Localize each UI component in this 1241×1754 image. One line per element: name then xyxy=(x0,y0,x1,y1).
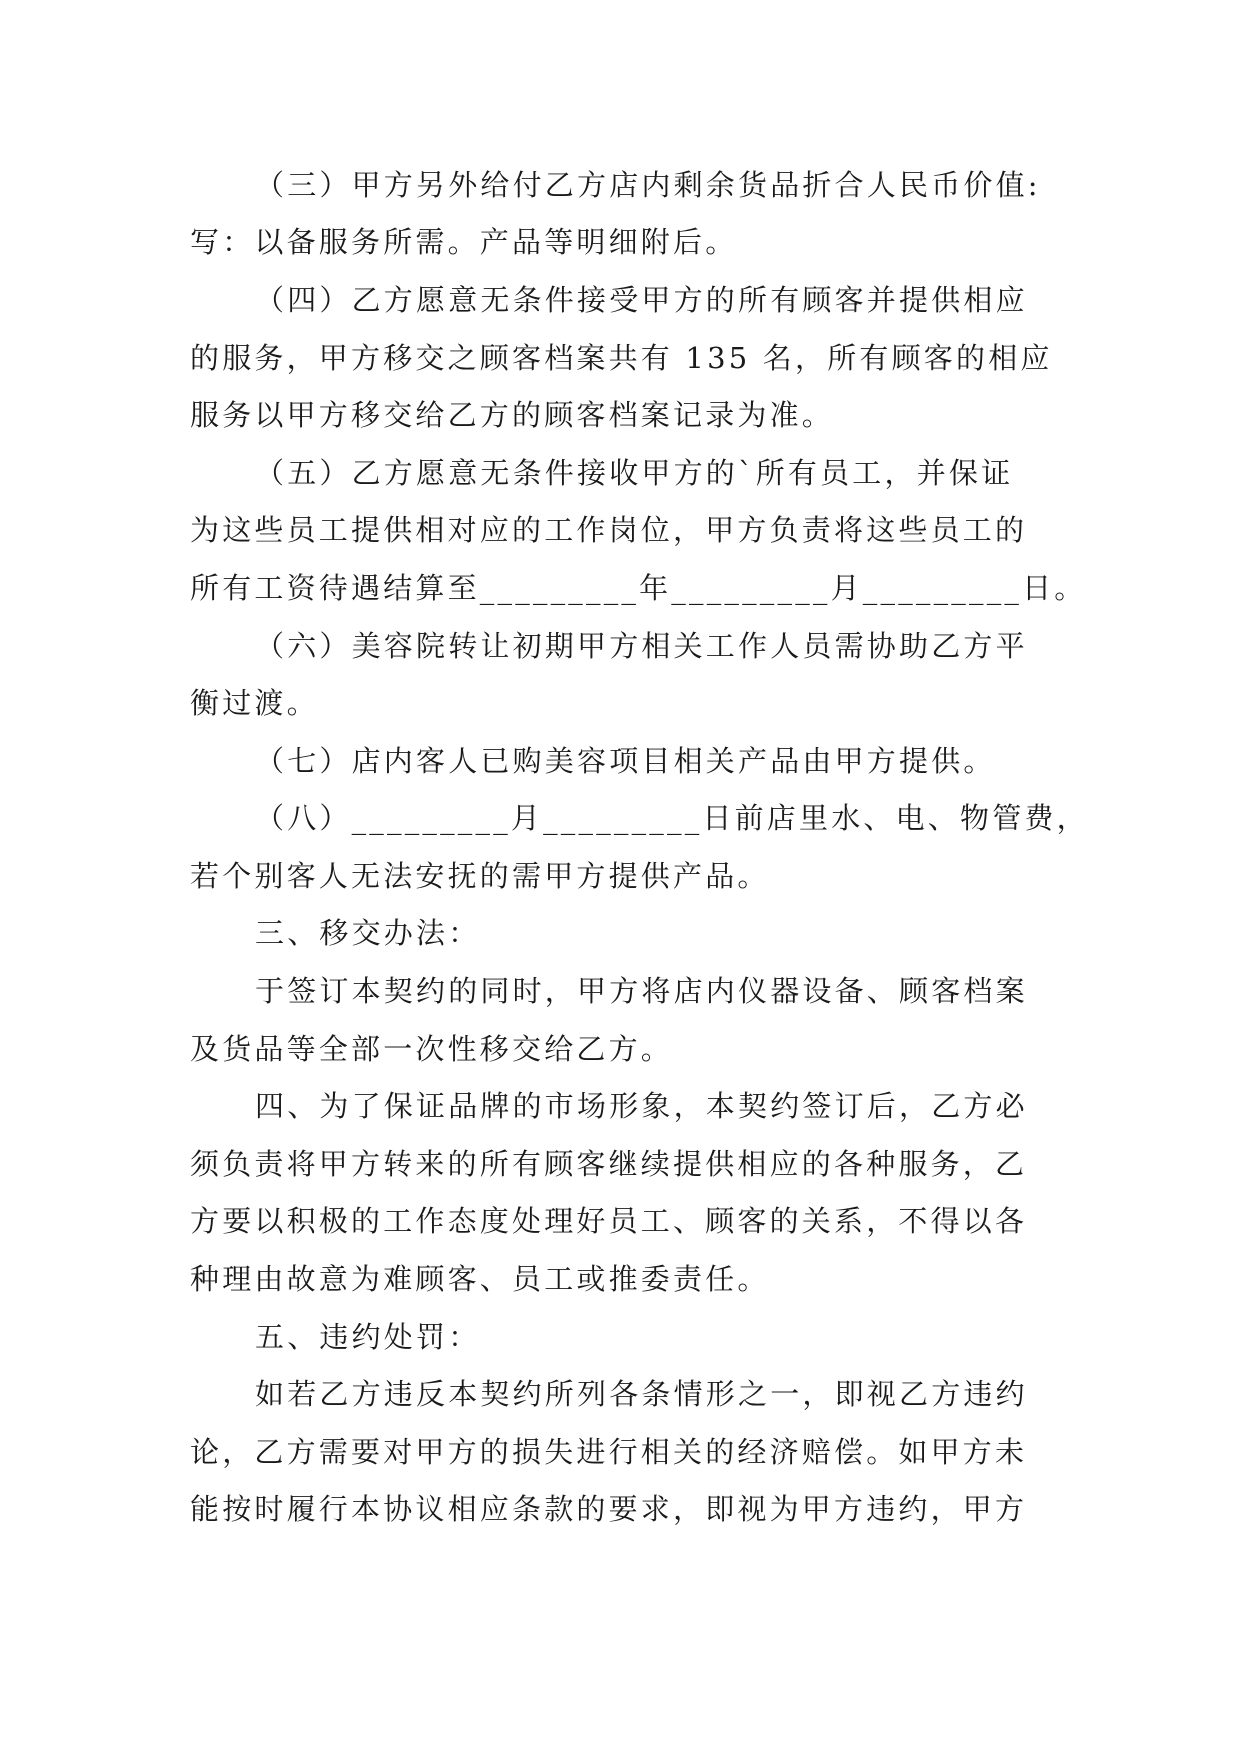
paragraph-line: （四）乙方愿意无条件接受甲方的所有顾客并提供相应 xyxy=(255,283,1028,317)
paragraph-line: 如若乙方违反本契约所列各条情形之一，即视乙方违约 xyxy=(255,1377,1028,1411)
paragraph-line: 四、为了保证品牌的市场形象，本契约签订后，乙方必 xyxy=(255,1089,1028,1123)
paragraph-line: 方要以积极的工作态度处理好员工、顾客的关系，不得以各 xyxy=(190,1204,1028,1238)
paragraph-line: 及货品等全部一次性移交给乙方。 xyxy=(190,1032,674,1066)
section-heading: 五、违约处罚： xyxy=(255,1320,481,1354)
paragraph-line: 论，乙方需要对甲方的损失进行相关的经济赔偿。如甲方未 xyxy=(190,1435,1028,1469)
paragraph-line: （八）_________月_________日前店里水、电、物管费， xyxy=(255,801,1089,835)
paragraph-line: （五）乙方愿意无条件接收甲方的`所有员工，并保证 xyxy=(255,456,1014,490)
paragraph-line: 于签订本契约的同时，甲方将店内仪器设备、顾客档案 xyxy=(255,974,1028,1008)
paragraph-line: 衡过渡。 xyxy=(190,686,319,720)
paragraph-line: （三）甲方另外给付乙方店内剩余货品折合人民币价值: xyxy=(255,168,1041,202)
paragraph-line: 服务以甲方移交给乙方的顾客档案记录为准。 xyxy=(190,398,835,432)
paragraph-line: 所有工资待遇结算至_________年_________月_________日。 xyxy=(190,571,1087,605)
paragraph-line: 写：以备服务所需。产品等明细附后。 xyxy=(190,225,738,259)
paragraph-line: 若个别客人无法安抚的需甲方提供产品。 xyxy=(190,859,770,893)
paragraph-line: 须负责将甲方转来的所有顾客继续提供相应的各种服务，乙 xyxy=(190,1147,1028,1181)
paragraph-line: 的服务，甲方移交之顾客档案共有 135 名，所有顾客的相应 xyxy=(190,341,1053,375)
section-heading: 三、移交办法： xyxy=(255,916,481,950)
paragraph-line: （七）店内客人已购美容项目相关产品由甲方提供。 xyxy=(255,744,996,778)
paragraph-line: 为这些员工提供相对应的工作岗位，甲方负责将这些员工的 xyxy=(190,513,1028,547)
paragraph-line: （六）美容院转让初期甲方相关工作人员需协助乙方平 xyxy=(255,629,1028,663)
paragraph-line: 能按时履行本协议相应条款的要求，即视为甲方违约，甲方 xyxy=(190,1492,1028,1526)
paragraph-line: 种理由故意为难顾客、员工或推委责任。 xyxy=(190,1262,770,1296)
